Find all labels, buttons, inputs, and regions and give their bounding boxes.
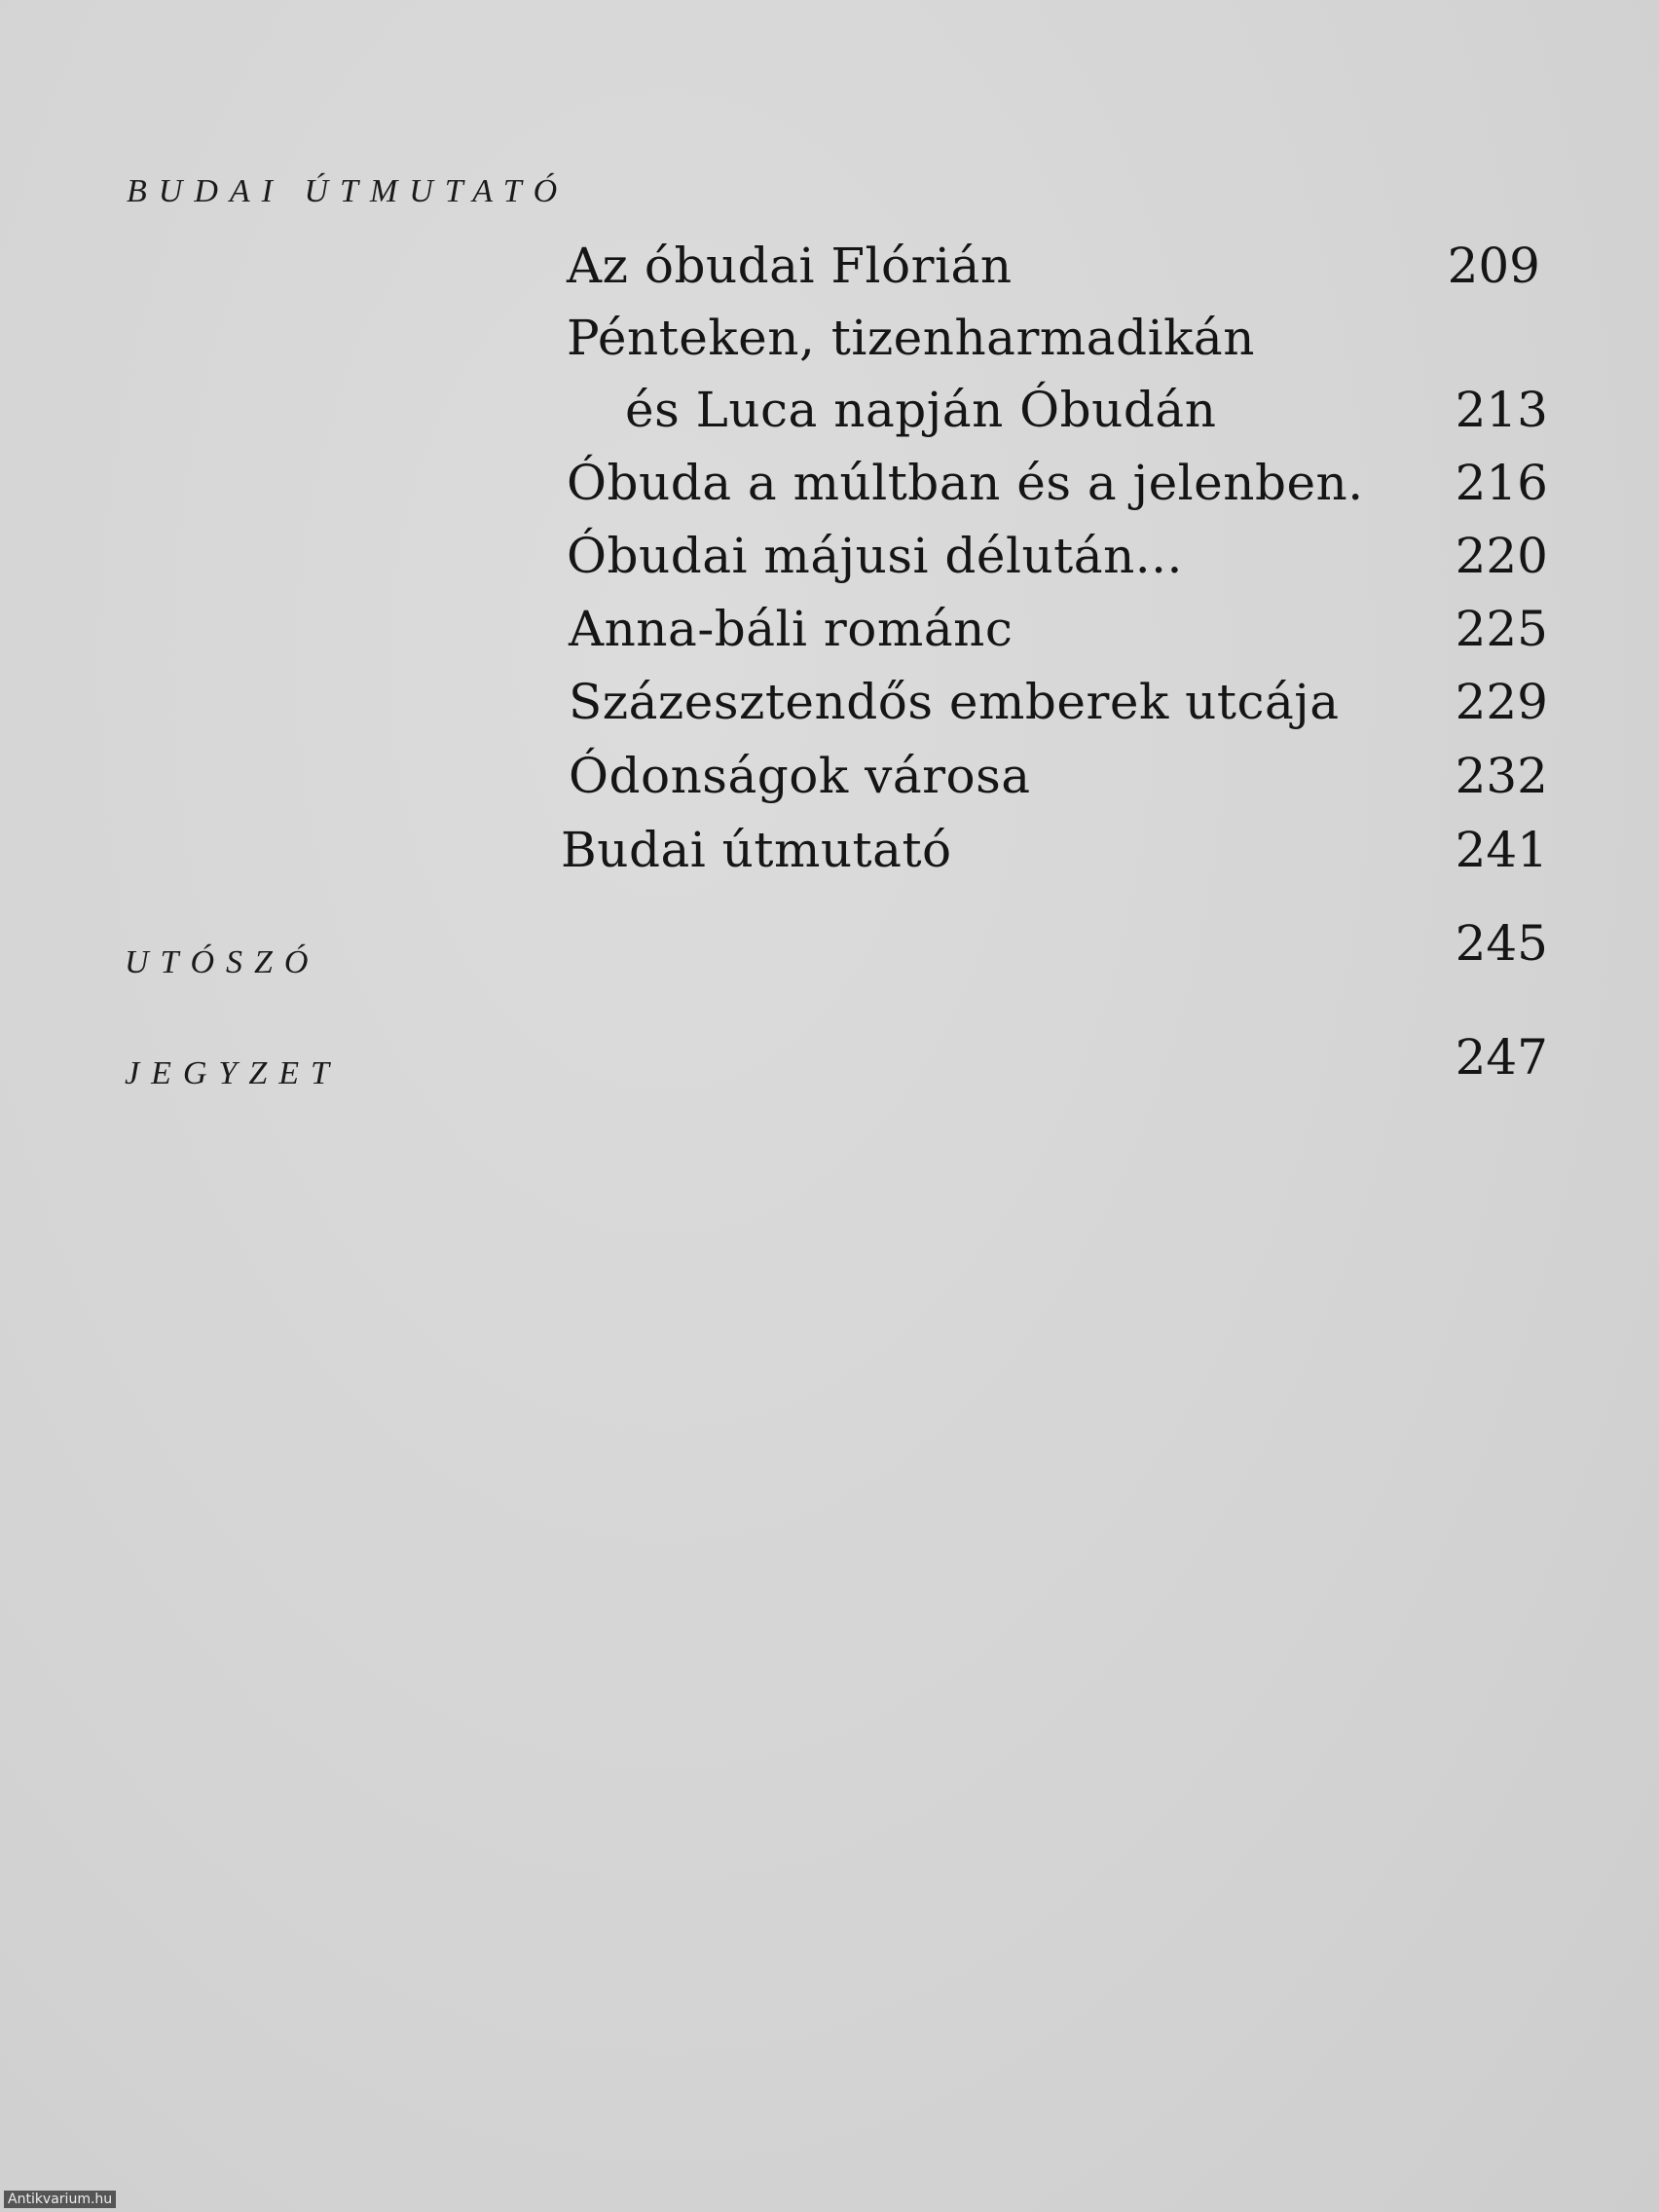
toc-entry-page: 216 <box>1455 455 1548 511</box>
section-heading-jegyzet: JEGYZET <box>125 1055 341 1091</box>
toc-entry-page: 232 <box>1455 748 1548 804</box>
section-heading-budai-utmutato: BUDAI ÚTMUTATÓ <box>127 173 570 209</box>
toc-entry-title: Az óbudai Flórián <box>567 238 1013 294</box>
toc-entry-title: és Luca napján Óbudán <box>625 382 1217 438</box>
toc-entry-page: 213 <box>1455 382 1548 438</box>
toc-entry-page: 209 <box>1447 238 1540 294</box>
toc-entry-page: 225 <box>1455 601 1548 657</box>
toc-entry-title: Ódonságok városa <box>569 748 1031 804</box>
jegyzet-page: 247 <box>1455 1029 1548 1086</box>
toc-entry-title: Százesztendős emberek utcája <box>569 674 1340 730</box>
toc-entry-title: Budai útmutató <box>561 822 952 878</box>
toc-entry-page: 241 <box>1455 822 1548 878</box>
toc-entry-title: Anna-báli románc <box>569 601 1014 657</box>
toc-entry-page: 220 <box>1455 528 1548 584</box>
toc-entry-title: Óbudai májusi délután... <box>567 528 1183 584</box>
toc-entry-title: Óbuda a múltban és a jelenben. <box>567 455 1364 511</box>
utoszo-page: 245 <box>1455 915 1548 972</box>
watermark: Antikvarium.hu <box>4 2191 116 2208</box>
toc-entry-title: Pénteken, tizenharmadikán <box>567 310 1255 366</box>
toc-entry-page: 229 <box>1455 674 1548 730</box>
section-heading-utoszo: UTÓSZÓ <box>125 944 320 980</box>
